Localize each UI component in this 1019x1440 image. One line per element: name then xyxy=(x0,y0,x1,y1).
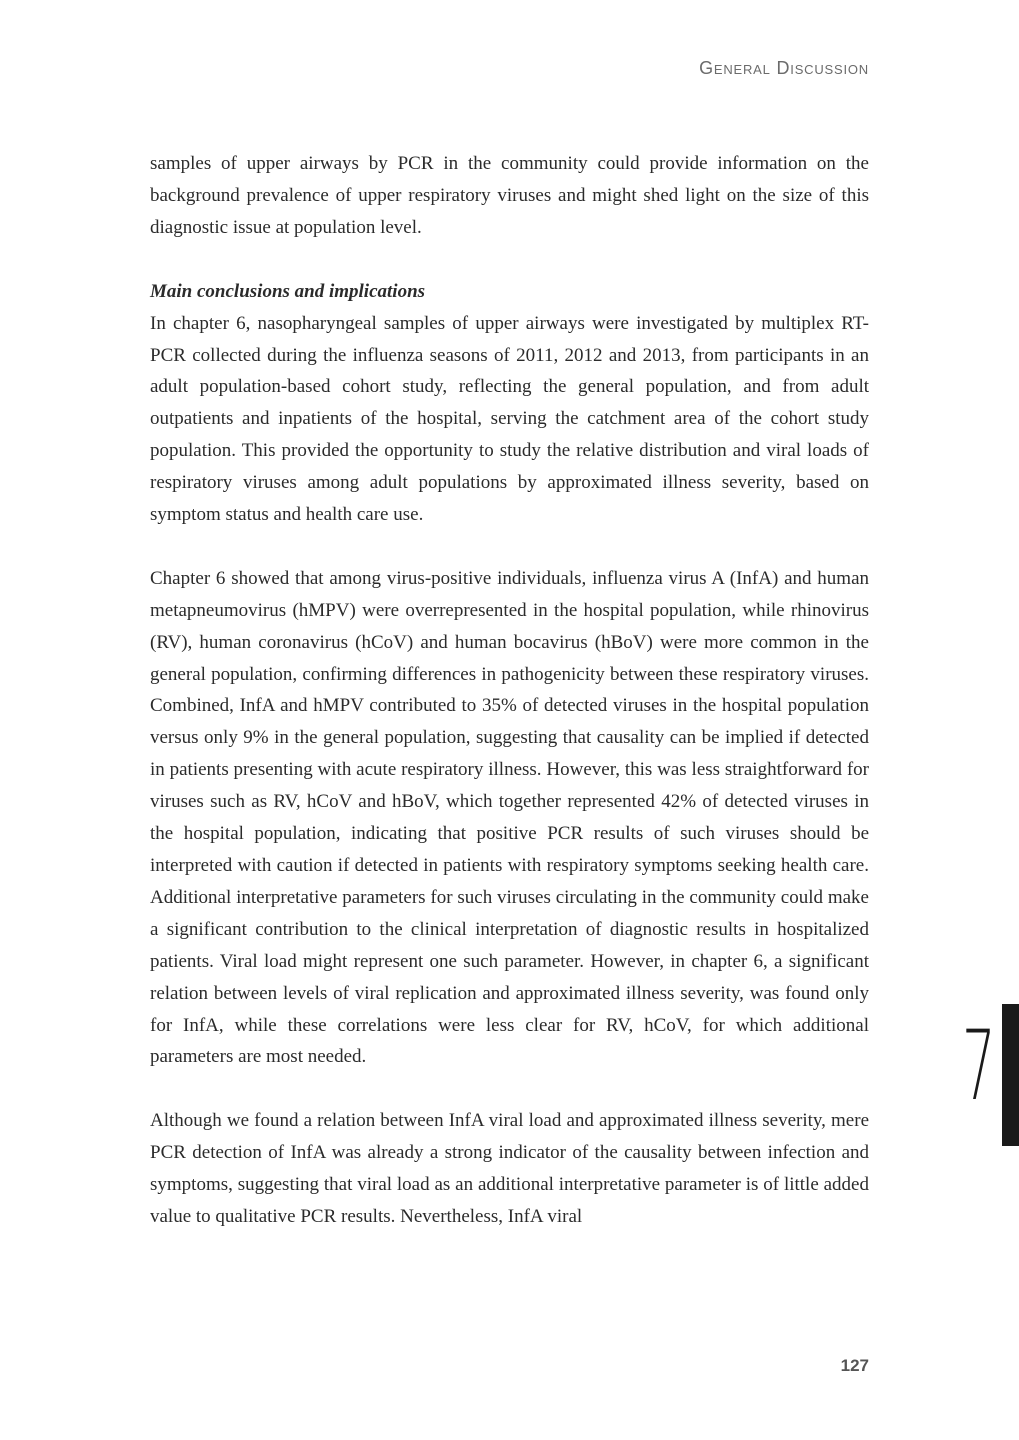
running-header: General Discussion xyxy=(699,58,869,78)
paragraph-infa-viral-load: Although we found a relation between InfA viral load and approximated illness severity, mere PCR detection of InfA was already a strong indicator of the causality between infection and symptoms, suggesting that viral load as an additional interpretative parameter is of little added value to qualitative PCR results. Nevertheless, InfA viral xyxy=(150,1110,869,1227)
section-heading: Main conclusions and implications xyxy=(150,280,426,302)
chapter-number: 7 xyxy=(962,1010,996,1122)
body-text xyxy=(150,148,869,1233)
page-number: 127 xyxy=(840,1356,869,1375)
chapter-tab-marker xyxy=(1002,1004,1019,1146)
paragraph-chapter-6-results: Chapter 6 showed that among virus-positive individuals, influenza virus A (InfA) and human metapneumovirus (hMPV) were overrepresented in the hospital population, while rhinovirus (RV), human coronavirus (hCoV) and human bocavirus (hBoV) were more common in the general population, confirming differences in pathogenicity between these respiratory viruses. Combined, InfA and hMPV contributed to 35% of detected viruses in the hospital population versus only 9% in the general population, suggesting that causality can be implied if detected in patients presenting with acute respiratory illness. However, this was less straightforward for viruses such as RV, hCoV and hBoV, which together represented 42% of detected viruses in the hospital population, indicating that positive PCR results of such viruses should be interpreted with caution if detected in patients with respiratory symptoms seeking health care. Additional interpretative parameters for such viruses circulating in the community could make a significant contribution to the clinical interpretation of diagnostic results in hospitalized patients. Viral load might represent one such parameter. However, in chapter 6, a significant relation between levels of viral replication and approximated illness severity, was found only for InfA, while these correlations were less clear for RV, hCoV, for which additional parameters are most needed. xyxy=(150,567,869,1068)
paragraph-continuation: samples of upper airways by PCR in the community could provide information on the background prevalence of upper respiratory viruses and might shed light on the size of this diagnostic issue at population level. xyxy=(150,153,869,238)
paragraph-chapter-6-methods: In chapter 6, nasopharyngeal samples of upper airways were investigated by multiplex RT-PCR collected during the influenza seasons of 2011, 2012 and 2013, from participants in an adult population-based cohort study, reflecting the general population, and from adult outpatients and inpatients of the hospital, serving the catchment area of the cohort study population. This provided the opportunity to study the relative distribution and viral loads of respiratory viruses among adult populations by approximated illness severity, based on symptom status and health care use. xyxy=(150,312,869,526)
